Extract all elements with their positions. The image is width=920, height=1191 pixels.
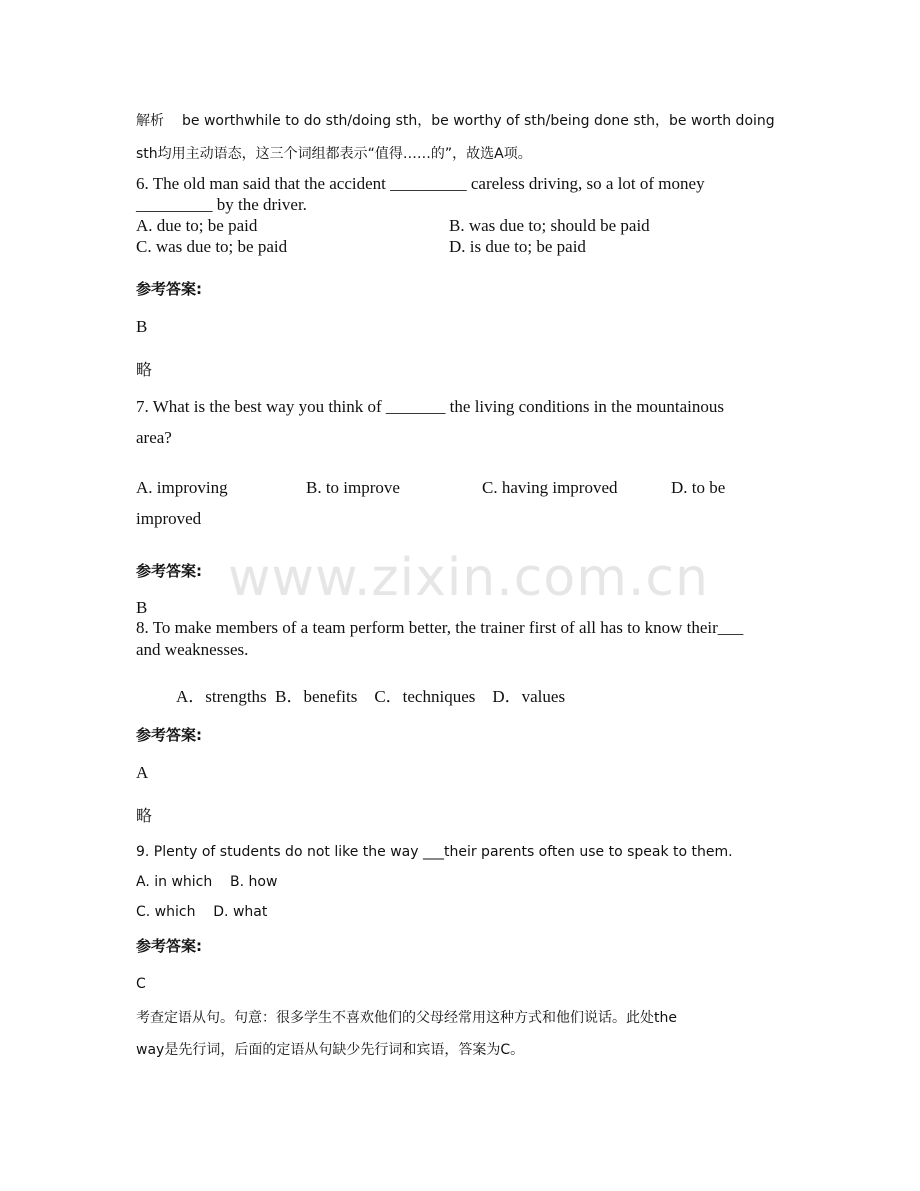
q6-answer-heading: 参考答案: <box>136 280 202 298</box>
q6-stem-line-2: _________ by the driver. <box>136 195 307 214</box>
q9-options-cd: C. which D. what <box>136 904 268 920</box>
analysis-label: 解析 <box>136 113 164 129</box>
q9-explanation-line-2: way是先行词，后面的定语从句缺少先行词和宾语，答案为C。 <box>136 1042 525 1058</box>
q7-stem-line-1: 7. What is the best way you think of _______ the living conditions in the mountainous <box>136 397 725 416</box>
q6-option-d: D. is due to; be paid <box>449 237 586 256</box>
analysis-text-1: be worthwhile to do sth/doing sth，be worthy of sth/being done sth，be worth doing <box>182 113 775 129</box>
q9-answer: C <box>136 976 146 992</box>
q7-stem-line-2: area? <box>136 428 172 447</box>
q7-answer: B <box>136 598 148 617</box>
q8-answer: A <box>136 763 149 782</box>
q6-explanation: 略 <box>136 360 153 379</box>
q7-option-d-continued: improved <box>136 509 202 528</box>
q7-option-c: C. having improved <box>482 478 618 497</box>
q9-explanation-line-1: 考查定语从句。句意：很多学生不喜欢他们的父母经常用这种方式和他们说话。此处the <box>136 1010 677 1026</box>
q8-answer-heading: 参考答案: <box>136 726 202 744</box>
q7-answer-heading: 参考答案: <box>136 562 202 580</box>
q7-option-b: B. to improve <box>306 478 400 497</box>
q8-stem-line-2: and weaknesses. <box>136 640 249 659</box>
watermark: www.zixin.com.cn <box>228 548 709 608</box>
q9-options-ab: A. in which B. how <box>136 874 278 890</box>
q9-answer-heading: 参考答案: <box>136 937 202 955</box>
q6-option-b: B. was due to; should be paid <box>449 216 650 235</box>
q6-option-c: C. was due to; be paid <box>136 237 288 256</box>
q7-option-a: A. improving <box>136 478 228 497</box>
q8-explanation: 略 <box>136 806 153 825</box>
q8-stem-line-1: 8. To make members of a team perform better, the trainer first of all has to know their___ <box>136 618 744 637</box>
analysis-line-2: sth均用主动语态，这三个词组都表示“值得……的”，故选A项。 <box>136 146 532 162</box>
q6-stem-line-1: 6. The old man said that the accident _________ careless driving, so a lot of money <box>136 174 705 193</box>
q6-option-a: A. due to; be paid <box>136 216 258 235</box>
q9-stem: 9. Plenty of students do not like the way ___their parents often use to speak to them. <box>136 844 733 860</box>
q8-options: A．strengths B．benefits C．techniques D．values <box>176 687 566 706</box>
q6-answer: B <box>136 317 148 336</box>
q7-option-d: D. to be <box>671 478 726 497</box>
analysis-line-1 <box>136 110 775 130</box>
